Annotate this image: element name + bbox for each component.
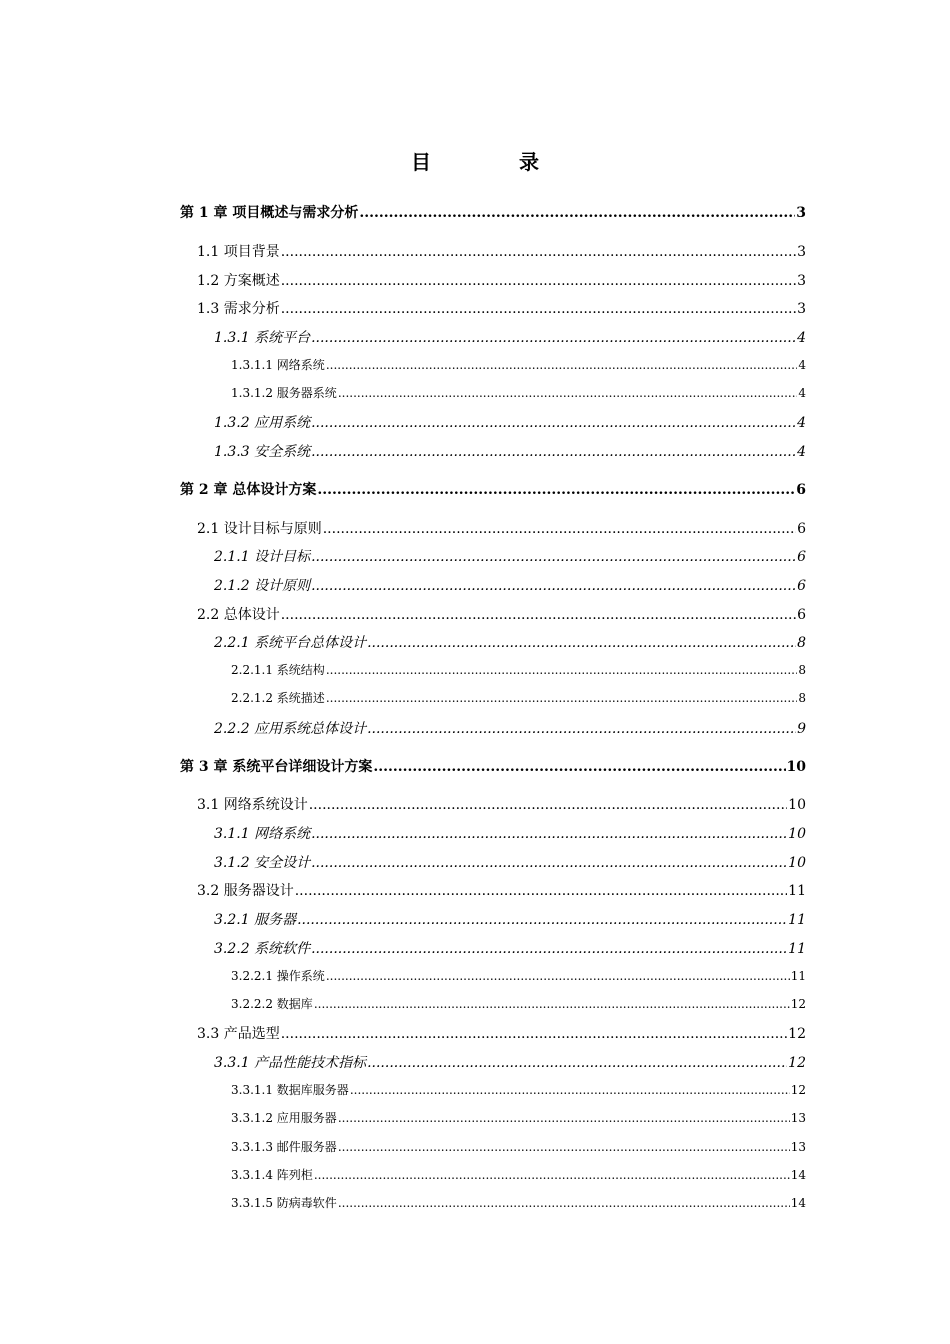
- toc-entry[interactable]: [180, 575, 806, 595]
- toc-entry[interactable]: [180, 412, 806, 432]
- toc-page-number: 12: [790, 997, 806, 1011]
- toc-entry[interactable]: [180, 1052, 806, 1072]
- toc-chapter-entry[interactable]: [180, 756, 806, 776]
- toc-entry[interactable]: [180, 689, 806, 706]
- toc-entry[interactable]: [180, 880, 806, 900]
- toc-leader-dots: [311, 330, 796, 346]
- toc-leader-dots: [323, 521, 796, 537]
- toc-entry-label: 1.1 项目背景: [197, 244, 280, 260]
- toc-entry-label: 3.3.1.4 阵列柜: [231, 1168, 313, 1182]
- toc-page-number: 4: [797, 444, 806, 460]
- toc-page-number: 6: [796, 482, 806, 498]
- toc-leader-dots: [295, 883, 787, 899]
- toc-page-number: 12: [788, 1055, 806, 1071]
- toc-page-number: 6: [797, 521, 806, 537]
- toc-leader-dots: [311, 444, 796, 460]
- toc-page-number: 14: [790, 1168, 806, 1182]
- toc-page-number: 8: [797, 635, 806, 651]
- toc-entry[interactable]: [180, 604, 806, 624]
- toc-page-number: 13: [790, 1111, 806, 1125]
- toc-entry-label: 2.1.1 设计目标: [214, 549, 311, 565]
- toc-entry[interactable]: [180, 718, 806, 738]
- toc-page-number: 9: [797, 721, 806, 737]
- toc-entry-label: 3.3.1.5 防病毒软件: [231, 1196, 337, 1210]
- toc-leader-dots: [338, 386, 798, 400]
- toc-leader-dots: [326, 691, 798, 705]
- toc-leader-dots: [311, 578, 796, 594]
- toc-leader-dots: [314, 997, 790, 1011]
- toc-page-number: 13: [790, 1140, 806, 1154]
- toc-entry[interactable]: [180, 661, 806, 678]
- toc-entry-label: 3.3 产品选型: [197, 1026, 280, 1042]
- toc-entry-label: 2.2.1 系统平台总体设计: [214, 635, 367, 651]
- toc-entry[interactable]: [180, 1194, 806, 1211]
- toc-leader-dots: [359, 205, 795, 221]
- toc-page-number: 8: [798, 691, 806, 705]
- toc-entry[interactable]: [180, 1109, 806, 1126]
- toc-leader-dots: [338, 1196, 790, 1210]
- toc-entry-label: 3.3.1.2 应用服务器: [231, 1111, 337, 1125]
- toc-leader-dots: [281, 301, 796, 317]
- toc-page-number: 10: [786, 759, 806, 775]
- toc-entry-label: 2.1 设计目标与原则: [197, 521, 322, 537]
- toc-leader-dots: [297, 912, 787, 928]
- toc-entry-label: 3.2.2 系统软件: [214, 941, 311, 957]
- toc-entry-label: 1.2 方案概述: [197, 273, 280, 289]
- toc-entry-label: 3.3.1 产品性能技术指标: [214, 1055, 367, 1071]
- toc-page-number: 11: [790, 969, 806, 983]
- toc-chapter-entry[interactable]: [180, 202, 806, 222]
- toc-entry[interactable]: [180, 518, 806, 538]
- toc-leader-dots: [367, 635, 796, 651]
- toc-page-number: 3: [796, 205, 806, 221]
- toc-entry[interactable]: [180, 241, 806, 261]
- toc-entry-label: 3.2.1 服务器: [214, 912, 297, 928]
- toc-entry-label: 1.3.1.2 服务器系统: [231, 386, 337, 400]
- toc-entry[interactable]: [180, 995, 806, 1012]
- toc-page-number: 6: [797, 549, 806, 565]
- toc-page-number: 3: [797, 301, 806, 317]
- toc-entry-label: 1.3.1 系统平台: [214, 330, 311, 346]
- toc-entry-label: 第 2 章 总体设计方案: [180, 482, 317, 498]
- page-title: 目 录: [411, 150, 573, 174]
- toc-page-number: 6: [797, 578, 806, 594]
- toc-entry[interactable]: [180, 546, 806, 566]
- toc-leader-dots: [309, 797, 787, 813]
- toc-page-number: 4: [797, 415, 806, 431]
- toc-leader-dots: [367, 721, 796, 737]
- toc-page-number: 10: [788, 797, 806, 813]
- toc-leader-dots: [317, 482, 795, 498]
- toc-page-number: 10: [788, 855, 806, 871]
- toc-entry-label: 2.2.1.2 系统描述: [231, 691, 325, 705]
- toc-entry-label: 2.2 总体设计: [197, 607, 280, 623]
- toc-entry-label: 1.3.2 应用系统: [214, 415, 311, 431]
- toc-page-number: 11: [788, 941, 806, 957]
- toc-leader-dots: [326, 358, 798, 372]
- toc-entry[interactable]: [180, 1023, 806, 1043]
- toc-entry-label: 第 3 章 系统平台详细设计方案: [180, 759, 373, 775]
- toc-entry[interactable]: [180, 441, 806, 461]
- toc-leader-dots: [281, 273, 796, 289]
- toc-entry[interactable]: [180, 1166, 806, 1183]
- toc-entry-label: 2.2.1.1 系统结构: [231, 663, 325, 677]
- toc-leader-dots: [281, 1026, 787, 1042]
- toc-leader-dots: [281, 607, 796, 623]
- toc-page-number: 6: [797, 607, 806, 623]
- toc-page-number: 11: [788, 912, 806, 928]
- toc-leader-dots: [311, 941, 787, 957]
- toc-entry-label: 3.3.1.3 邮件服务器: [231, 1140, 337, 1154]
- toc-entry[interactable]: [180, 1138, 806, 1155]
- toc-entry[interactable]: [180, 794, 806, 814]
- toc-leader-dots: [338, 1111, 790, 1125]
- toc-entry[interactable]: [180, 384, 806, 401]
- toc-leader-dots: [314, 1168, 790, 1182]
- toc-page-number: 3: [797, 244, 806, 260]
- toc-entry-label: 1.3.3 安全系统: [214, 444, 311, 460]
- toc-entry-label: 3.3.1.1 数据库服务器: [231, 1083, 349, 1097]
- toc-leader-dots: [326, 969, 790, 983]
- toc-page-number: 12: [788, 1026, 806, 1042]
- toc-entry[interactable]: [180, 909, 806, 929]
- toc-entry-label: 3.1 网络系统设计: [197, 797, 308, 813]
- toc-entry-label: 3.1.1 网络系统: [214, 826, 311, 842]
- toc-leader-dots: [311, 549, 796, 565]
- toc-entry-label: 第 1 章 项目概述与需求分析: [180, 205, 359, 221]
- toc-leader-dots: [281, 244, 796, 260]
- toc-page-number: 4: [797, 330, 806, 346]
- toc-page-number: 11: [788, 883, 806, 899]
- toc-leader-dots: [311, 826, 787, 842]
- toc-leader-dots: [373, 759, 785, 775]
- toc-entry-label: 2.1.2 设计原则: [214, 578, 311, 594]
- toc-leader-dots: [338, 1140, 790, 1154]
- toc-entry[interactable]: [180, 270, 806, 290]
- toc-entry[interactable]: [180, 938, 806, 958]
- toc-page-number: 8: [798, 663, 806, 677]
- toc-entry-label: 1.3 需求分析: [197, 301, 280, 317]
- toc-page-number: 4: [798, 358, 806, 372]
- toc-entry-label: 3.1.2 安全设计: [214, 855, 311, 871]
- toc-entry-label: 3.2.2.2 数据库: [231, 997, 313, 1011]
- toc-leader-dots: [311, 855, 787, 871]
- toc-entry-label: 2.2.2 应用系统总体设计: [214, 721, 367, 737]
- toc-entry[interactable]: [180, 356, 806, 373]
- toc-leader-dots: [311, 415, 796, 431]
- toc-entry[interactable]: [180, 852, 806, 872]
- toc-entry[interactable]: [180, 967, 806, 984]
- toc-entry-label: 3.2.2.1 操作系统: [231, 969, 325, 983]
- toc-entry[interactable]: [180, 327, 806, 347]
- toc-entry-label: 1.3.1.1 网络系统: [231, 358, 325, 372]
- toc-entry-label: 3.2 服务器设计: [197, 883, 294, 899]
- toc-entry[interactable]: [180, 1081, 806, 1098]
- toc-chapter-entry[interactable]: [180, 479, 806, 499]
- toc-page-number: 3: [797, 273, 806, 289]
- toc-page-number: 4: [798, 386, 806, 400]
- toc-leader-dots: [367, 1055, 787, 1071]
- toc-page-number: 10: [788, 826, 806, 842]
- toc-entry[interactable]: [180, 632, 806, 652]
- toc-entry[interactable]: [180, 298, 806, 318]
- toc-leader-dots: [326, 663, 798, 677]
- toc-entry[interactable]: [180, 823, 806, 843]
- toc-leader-dots: [350, 1083, 790, 1097]
- toc-page-number: 12: [790, 1083, 806, 1097]
- toc-page-number: 14: [790, 1196, 806, 1210]
